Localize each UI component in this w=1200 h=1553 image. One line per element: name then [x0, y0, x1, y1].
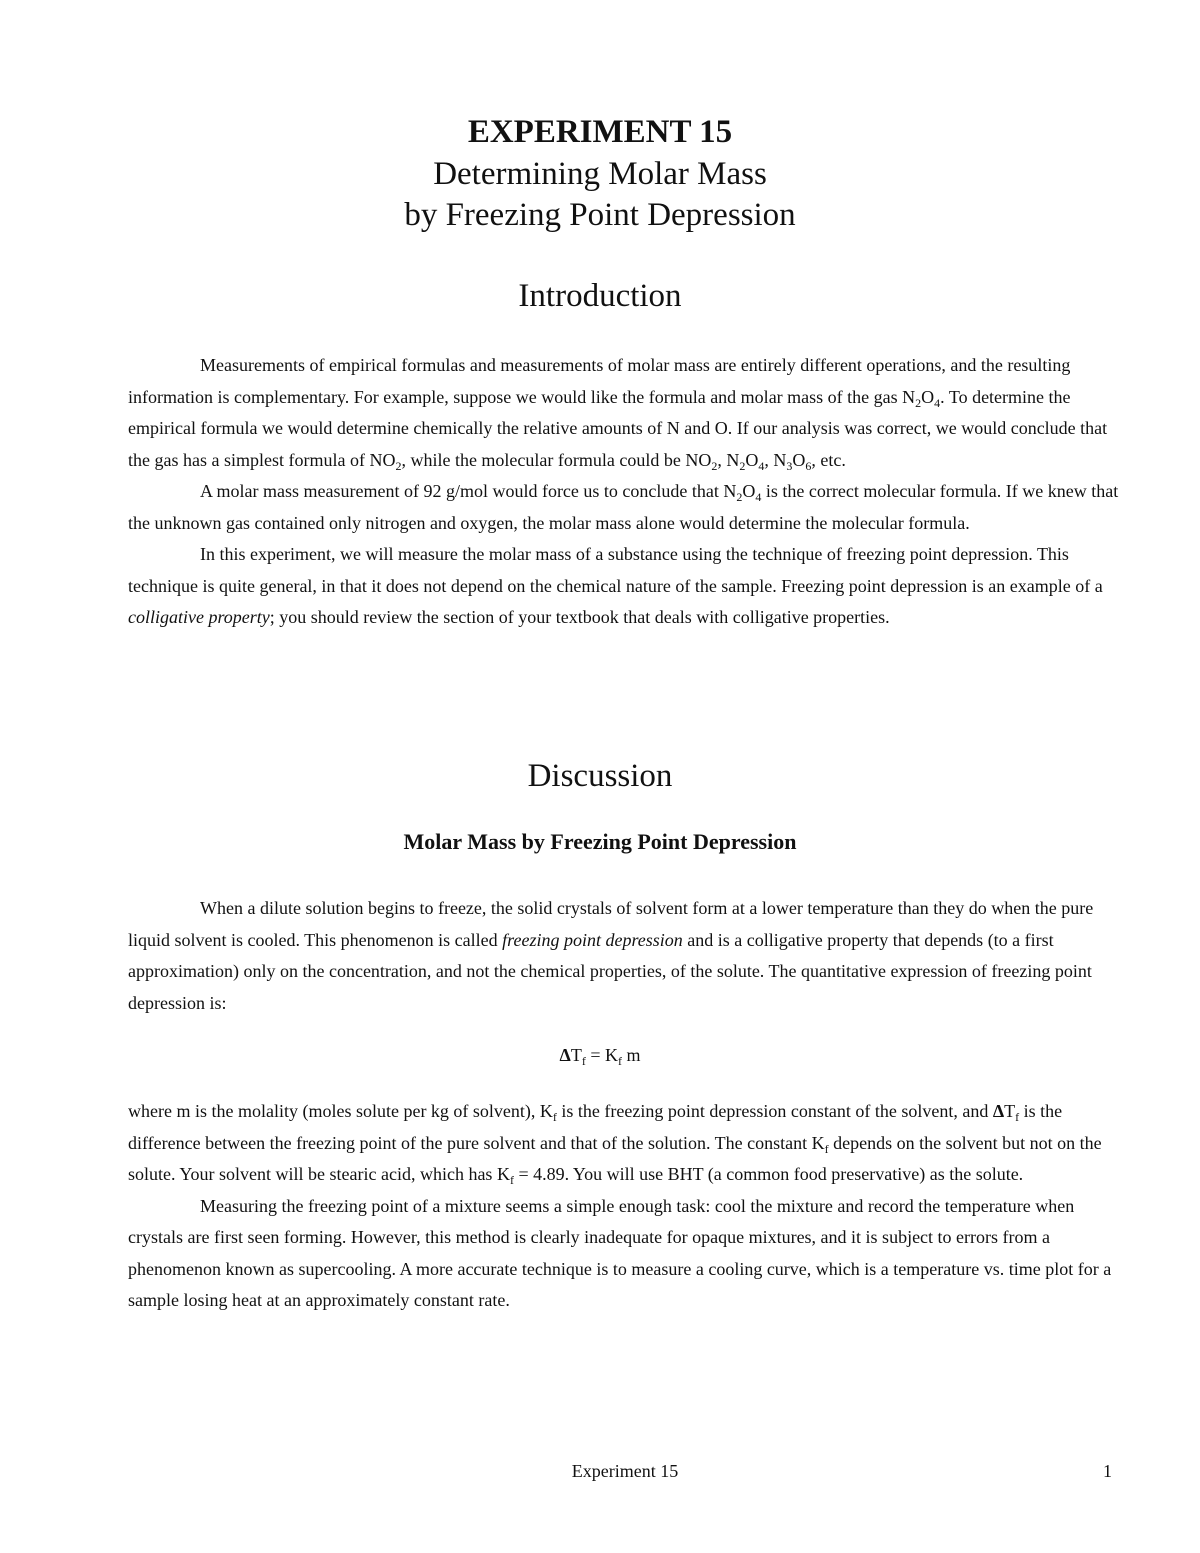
discussion-section-2: [128, 1096, 1128, 1317]
intro-paragraph-2: A molar mass measurement of 92 g/mol would force us to conclude that $N_2O_4$ is the correct molecular formula. If we knew that the unknown gas contained only nitrogen and oxygen, the molar mass alone would determine the molecular formula.: [128, 481, 1119, 533]
discussion-subheading: Molar Mass by Freezing Point Depression: [403, 829, 797, 854]
page-number: 1: [1103, 1461, 1112, 1481]
discussion-paragraph-2: where m is the molality (moles solute per kg of solvent), $K_f$ is the freezing point depression constant of the solvent, and $\Delta T_f$ is the difference between the freezing point of the pure solvent and that of the solution. The constant $K_f$ depends on the solvent but not on the solute. Your solvent will be stearic acid, which has $K_f = 4.89$. You will use BHT (a common food preservative) as the solute.: [128, 1101, 1102, 1187]
introduction-heading: Introduction: [518, 278, 682, 314]
colligative-property-term: colligative property: [128, 607, 270, 627]
footer-label: Experiment 15: [571, 1461, 679, 1481]
intro-paragraph-3: In this experiment, we will measure the molar mass of a substance using the technique of freezing point depression. This technique is quite general, in that it does not depend on the chemical nature of the sample. Freezing point depression is an example of a colligative property; you should review the section of your textbook that deals with colligative properties.: [128, 544, 1103, 627]
subtitle-line-2: by Freezing Point Depression: [404, 197, 796, 233]
discussion-heading: Discussion: [527, 758, 673, 794]
discussion-paragraph-1: When a dilute solution begins to freeze, the solid crystals of solvent form at a lower temperature than they do when the pure liquid solvent is cooled. This phenomenon is called freezing point depression and is a colligative property that depends (to a first approximation) only on the concentration, and not the chemical properties, of the solute. The quantitative expression of freezing point depression is:: [128, 898, 1094, 1013]
freezing-point-equation: $\Delta T_f = K_f$ m: [559, 1045, 641, 1068]
discussion-section-1: [128, 893, 1128, 1019]
discussion-paragraph-3: Measuring the freezing point of a mixture seems a simple enough task: cool the mixture and record the temperature when crystals are first seen forming. However, this method is clearly inadequate for opaque mixtures, and it is subject to errors from a phenomenon known as supercooling. A more accurate technique is to measure a cooling curve, which is a temperature vs. time plot for a sample losing heat at an approximately constant rate.: [128, 1195, 1112, 1310]
experiment-title: EXPERIMENT 15: [467, 114, 733, 150]
intro-paragraph-1: Measurements of empirical formulas and measurements of molar mass are entirely different operations, and the resulting information is complementary. For example, suppose we would like the formula and molar mass of the gas $N_2O_4$. To determine the empirical formula we would determine chemically the relative amounts of N and O. If our analysis was correct, we would conclude that the gas has a simplest formula of $NO_2$, while the molecular formula could be $NO_2$, $N_2O_4$, $N_3O_6$, etc.: [128, 355, 1108, 473]
freezing-point-depression-term: freezing point depression: [502, 929, 683, 950]
introduction-section: [128, 350, 1128, 634]
subtitle-line-1: Determining Molar Mass: [433, 156, 767, 192]
